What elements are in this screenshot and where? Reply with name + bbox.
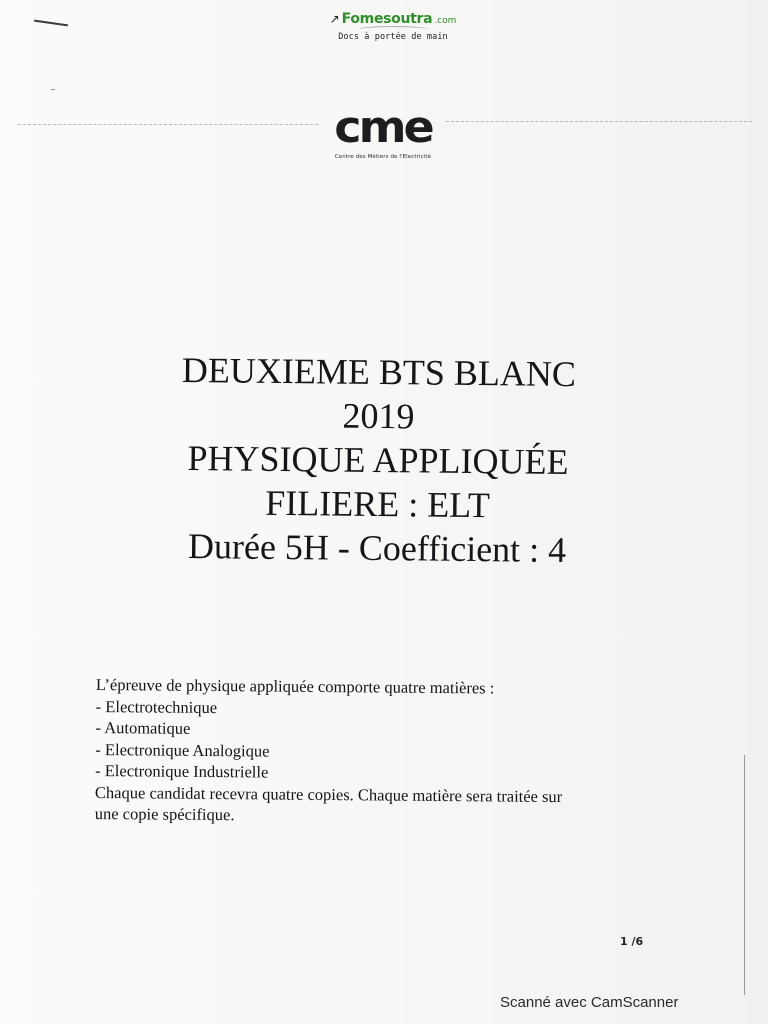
page-number: 1 /6 [620,935,644,948]
scanner-footer: Scanné avec CamScanner [500,994,679,1011]
instructions-copies-cont: une copie spécifique. [94,803,235,825]
exam-instructions [95,674,656,829]
instructions-copies: Chaque candidat recevra quatre copies. Chaque matière sera traitée sur [94,782,563,806]
site-watermark-name: Fomesoutra [341,11,433,27]
scan-artifact-edge-line [744,755,745,995]
subject-list-item: - Electrotechnique [95,696,218,717]
subject-list-item: - Automatique [95,717,191,738]
scan-artifact-dot [51,89,55,90]
site-watermark-tagline: Docs à portée de main [338,32,448,42]
scan-artifact-dashed-line-left [18,124,318,125]
exam-duration-coefficient: Durée 5H - Coefficient : 4 [187,526,567,570]
subject-list-item: - Electronique Analogique [95,739,270,761]
cme-logo-subtitle: Centre des Métiers de l'Electricité [334,154,432,160]
exam-track: FILIERE : ELT [265,482,491,526]
scan-artifact-stroke [34,20,68,27]
site-watermark-underline [358,26,428,33]
subject-list-item: - Electronique Industrielle [95,760,269,782]
exam-year: 2019 [342,395,415,437]
instructions-intro: L’épreuve de physique appliquée comporte quatre matières : [95,674,495,698]
arrow-icon: ↗ [329,12,340,26]
exam-subject: PHYSIQUE APPLIQUÉE [187,438,569,482]
exam-title-block [99,347,657,573]
site-watermark-tld: .com [434,16,457,26]
exam-title-line: DEUXIEME BTS BLANC [181,349,577,395]
cme-logo-mark: cme [334,101,432,153]
scan-artifact-dashed-line-right [446,121,752,122]
site-watermark [318,11,468,42]
cme-logo [333,101,433,160]
